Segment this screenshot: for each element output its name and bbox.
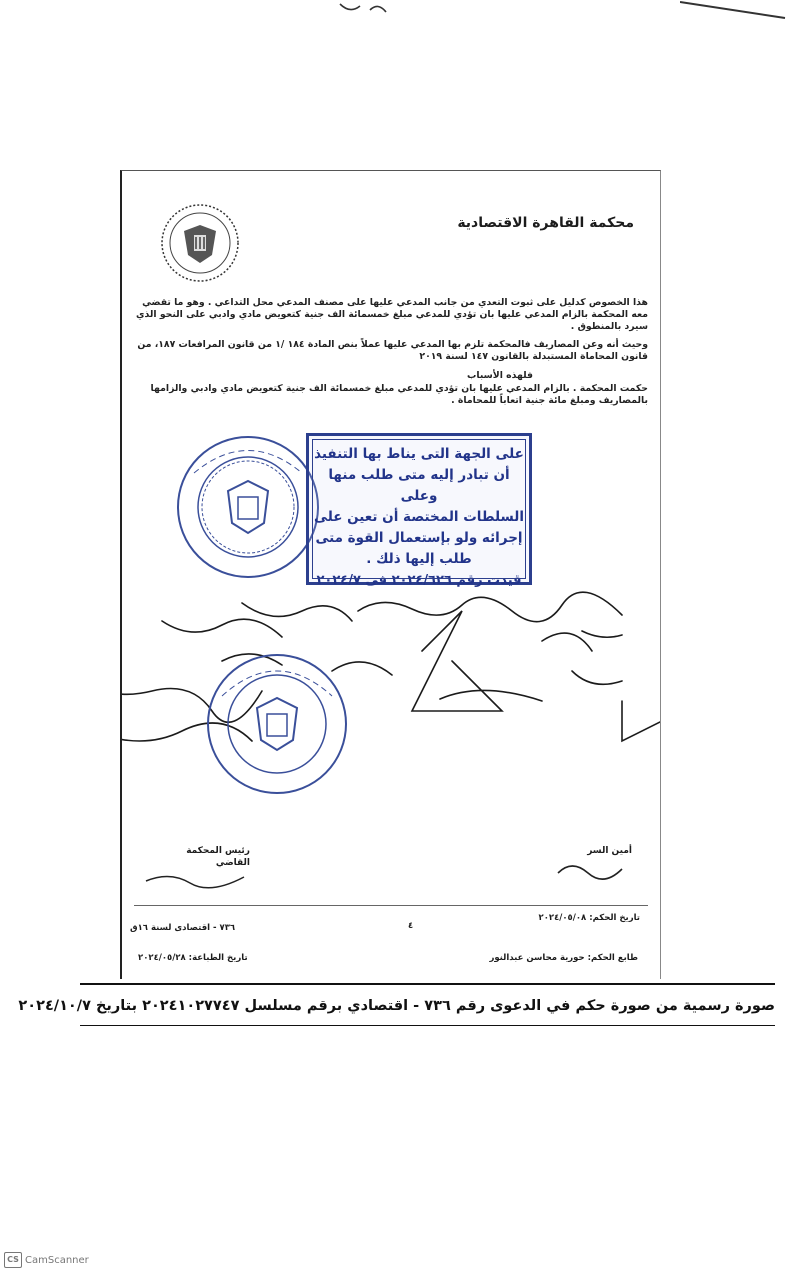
execution-stamp-line: طلب إليها ذلك . xyxy=(366,551,472,567)
secretary-title: أمين السر xyxy=(587,846,632,856)
judge-signature xyxy=(140,869,250,889)
court-name: محكمة القاهرة الاقتصادية xyxy=(457,215,634,231)
secretary-signature xyxy=(552,857,632,883)
execution-stamp-line: إجرائه ولو بإستعمال القوة متى xyxy=(315,530,523,546)
eagle-emblem-icon xyxy=(158,201,242,285)
judge-title: رئيس المحكمة xyxy=(186,846,250,856)
ministry-seal-stamp xyxy=(174,433,322,581)
scanner-label: CamScanner xyxy=(25,1254,89,1266)
top-handwriting xyxy=(330,0,420,22)
cs-logo-icon: CS xyxy=(4,1252,22,1268)
page-number: ٤ xyxy=(408,921,414,931)
judge-subtitle: القاضي xyxy=(215,858,250,868)
execution-stamp xyxy=(306,433,532,588)
scanner-watermark xyxy=(4,1252,89,1268)
judgment-page xyxy=(120,170,661,979)
verdict-date: تاريخ الحكم: ٢٠٢٤/٠٥/٠٨ xyxy=(538,913,640,923)
judgment-paragraph-reasoning: هذا الخصوص كدليل على ثبوت التعدي من جانب المدعي عليها على مصنف المدعي محل التداعي . وهو ما تقضي معه المحكمة بالزام المدعي عليها بان تؤدي للمدعي مبلغ خمسمائة الف جنية كتعويض مادي وادبي على النحو الذي سيرد بالمنطوق . xyxy=(136,297,648,332)
judge-signature-block xyxy=(130,845,250,893)
footer-divider xyxy=(134,905,648,906)
ministry-seal-stamp-2 xyxy=(204,651,350,797)
judgment-paragraph-ruling: حكمت المحكمة . بالزام المدعي عليها بان تؤدي للمدعي مبلغ خمسمائة الف جنية كتعويض مادي وادبي والزامها بالمصاريف ومبلغ مائة جنية اتعاباً للمحاماة . xyxy=(150,383,648,406)
caption-top-rule xyxy=(80,983,775,985)
handwritten-signatures xyxy=(122,581,660,811)
judgment-paragraph-costs: وحيث أنه وعن المصاريف فالمحكمة تلزم بها المدعي عليها عملاً بنص المادة ١٨٤ /١ من قانون المرافعات ١٨٧، من قانون المحاماة المستبدلة بالقانون ١٤٧ لسنة ٢٠١٩ xyxy=(137,339,648,362)
execution-stamp-registration: قيدت رقم ٢٠٢٤/٦٢٦ فى ٢٠٢٤/٧ xyxy=(316,573,522,588)
printer-name: طابع الحكم: حورية محاسن عبدالنور xyxy=(489,953,638,963)
execution-stamp-line: على الجهة التى يناط بها التنفيذ xyxy=(314,446,524,462)
official-copy-caption: صورة رسمية من صورة حكم في الدعوى رقم ٧٣٦ - اقتصادي برقم مسلسل ٢٠٢٤١٠٢٧٧٤٧ بتاريخ ٢٠٢٤/١٠/٧ xyxy=(18,998,775,1014)
execution-stamp-line: أن تبادر إليه متى طلب منها وعلى xyxy=(328,467,510,504)
case-reference: ٧٣٦ - اقتصادى لسنة ١٦ق xyxy=(130,923,236,933)
print-date: تاريخ الطباعة: ٢٠٢٤/٠٥/٢٨ xyxy=(138,953,248,963)
caption-bottom-rule xyxy=(80,1025,775,1026)
execution-stamp-line: السلطات المختصة أن تعين على xyxy=(314,509,524,525)
secretary-signature-block xyxy=(542,845,632,887)
judgment-heading-reasons: فلهذه الأسباب xyxy=(467,370,533,381)
top-pen-stroke xyxy=(680,0,789,20)
